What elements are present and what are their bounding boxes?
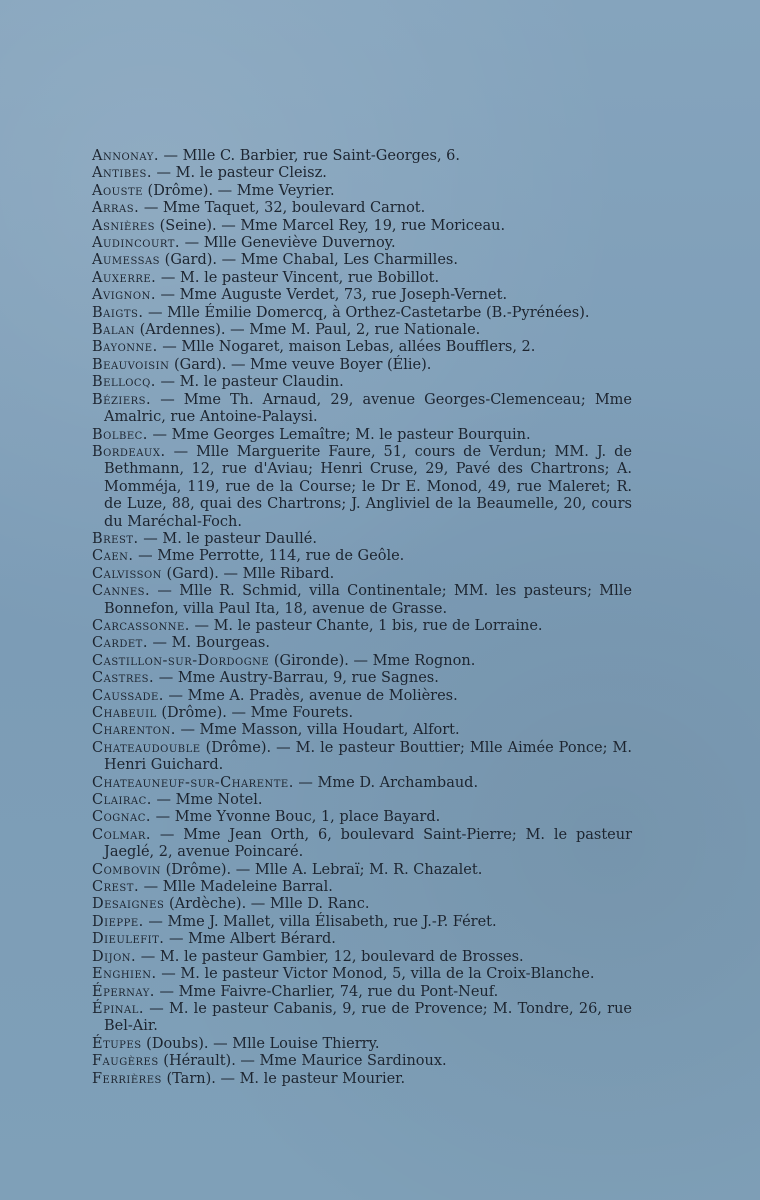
directory-entry [92,218,632,235]
entry-details: — Mme Georges Lemaître; M. le pasteur Bourquin. [147,426,531,443]
directory-entry [92,618,632,635]
directory-entry [92,583,632,618]
entry-details: — Mme D. Archambaud. [293,774,479,791]
entry-details: — Mlle C. Barbier, rue Saint-Georges, 6. [158,148,460,164]
entry-city: Aumessas [92,252,161,269]
entry-details: — M. le pasteur Claudin. [155,374,344,391]
entry-details: (Gard). — Mme veuve Boyer (Élie). [169,356,432,373]
entry-details: — Mme Austry-Barrau, 9, rue Sagnes. [154,670,439,687]
directory-entry [92,287,632,304]
directory-entry [92,305,632,322]
directory-entry [92,183,632,200]
entry-city: Chateaudouble [92,739,201,756]
directory-entry [92,896,632,913]
entry-details: — M. le pasteur Chante, 1 bis, rue de Lorraine. [189,617,543,634]
directory-entry [92,653,632,670]
directory-entry [92,252,632,269]
entry-city: Asnières [92,217,156,234]
entry-details: — M. le pasteur Daullé. [138,530,317,547]
entry-city: Faugères [92,1053,159,1070]
directory-entry [92,635,632,652]
directory-entry [92,931,632,948]
entry-details: (Drôme). — Mme Fourets. [156,705,354,721]
entry-details: (Ardennes). — Mme M. Paul, 2, rue Nationale. [135,322,481,339]
directory-entry [92,705,632,722]
entry-details: — Mme Jean Orth, 6, boulevard Saint-Pierre; M. le pasteur Jaeglé, 2, avenue Poincaré. [104,826,632,861]
directory-entry [92,1001,632,1036]
entry-city: Audincourt. [92,235,181,252]
entry-details: — Mme Notel. [151,792,263,809]
directory-entry [92,165,632,182]
directory-entry [92,809,632,826]
entry-city: Colmar. [92,826,152,843]
directory-entry [92,392,632,427]
entry-city: Avignon. [92,287,156,304]
directory-entry [92,879,632,896]
entry-details: — Mlle Madeleine Barral. [139,879,333,896]
entry-details: (Doubs). — Mlle Louise Thierry. [141,1035,380,1052]
entry-city: Aouste [92,182,143,199]
entry-city: Bordeaux. [92,443,166,460]
entry-city: Épinal. [92,1000,144,1017]
entry-details: — Mlle R. Schmid, villa Continentale; MM. les pasteurs; Mlle Bonnefon, villa Paul Ita, 18, avenue de Grasse. [104,583,632,617]
entry-details: — M. le pasteur Cleisz. [151,165,327,182]
entry-details: — Mlle Geneviève Duvernoy. [180,235,396,252]
entry-city: Castres. [92,670,155,687]
directory-entry [92,775,632,792]
entry-city: Bellocq. [92,374,156,391]
entry-city: Béziers. [92,391,152,408]
entry-city: Bayonne. [92,339,158,356]
directory-entry [92,984,632,1001]
directory-entry [92,827,632,862]
entry-city: Chabeuil [92,705,157,721]
entry-details: — Mme Perrotte, 114, rue de Geôle. [133,548,405,565]
directory-entry [92,548,632,565]
entry-city: Étupes [92,1035,142,1052]
entry-city: Dijon. [92,948,137,965]
entry-city: Caussade. [92,687,164,704]
directory-entry [92,374,632,391]
entry-details: — Mme Auguste Verdet, 73, rue Joseph-Vernet. [155,287,508,304]
directory-entry [92,235,632,252]
entry-city: Cannes. [92,583,151,600]
entry-city: Balan [92,322,135,339]
directory-entry [92,792,632,809]
directory-entry [92,670,632,687]
directory-entry [92,531,632,548]
entry-city: Enghien. [92,966,157,983]
directory-entry [92,914,632,931]
entry-details: (Drôme). — M. le pasteur Bouttier; Mlle Aimée Ponce; M. Henri Guichard. [104,739,632,774]
entry-details: (Gironde). — Mme Rognon. [269,652,476,669]
entry-details: — Mlle Nogaret, maison Lebas, allées Boufflers, 2. [157,339,536,356]
entry-city: Auxerre. [92,269,157,286]
entry-city: Desaignes [92,896,165,913]
entry-city: Arras. [92,200,140,217]
entry-details: — Mme Taquet, 32, boulevard Carnot. [139,200,426,217]
directory-entry [92,949,632,966]
directory-entry [92,740,632,775]
entry-details: — Mme Faivre-Charlier, 74, rue du Pont-Neuf. [154,983,499,1000]
entry-details: — Mme Albert Bérard. [164,931,336,948]
entry-city: Chateauneuf-sur-Charente. [92,774,294,791]
directory-entry [92,966,632,983]
entry-city: Combovin [92,861,162,878]
entry-city: Castillon-sur-Dordogne [92,652,270,669]
directory-entry [92,200,632,217]
directory-list [92,148,632,1088]
entry-details: (Tarn). — M. le pasteur Mourier. [161,1070,406,1087]
entry-city: Carcassonne. [92,617,190,634]
entry-details: (Drôme). — Mlle A. Lebraï; M. R. Chazalet. [161,861,483,878]
entry-city: Cardet. [92,635,148,652]
entry-details: — M. le pasteur Vincent, rue Bobillot. [156,269,440,286]
entry-details: — Mlle Émilie Domercq, à Orthez-Castetarbe (B.-Pyrénées). [143,304,590,321]
entry-city: Brest. [92,530,139,547]
entry-city: Annonay. [92,148,159,164]
entry-details: — Mme Th. Arnaud, 29, avenue Georges-Clemenceau; Mme Amalric, rue Antoine-Palaysi. [104,391,632,426]
directory-entry [92,427,632,444]
entry-city: Ferrières [92,1070,162,1087]
directory-entry [92,688,632,705]
entry-details: — Mme Yvonne Bouc, 1, place Bayard. [151,809,441,826]
directory-entry [92,1053,632,1070]
entry-details: — M. le pasteur Gambier, 12, boulevard de Brosses. [136,948,524,965]
entry-city: Épernay. [92,983,155,1000]
entry-city: Antibes. [92,165,152,182]
entry-city: Dieppe. [92,913,144,930]
entry-details: (Gard). — Mlle Ribard. [161,565,335,582]
directory-entry [92,339,632,356]
directory-entry [92,1036,632,1053]
entry-details: — Mme Masson, villa Houdart, Alfort. [175,722,460,739]
directory-entry [92,270,632,287]
entry-details: — M. le pasteur Cabanis, 9, rue de Provence; M. Tondre, 26, rue Bel-Air. [104,1000,632,1035]
entry-details: — Mme J. Mallet, villa Élisabeth, rue J.-P. Féret. [143,913,497,930]
directory-entry [92,148,632,165]
entry-city: Beauvoisin [92,356,170,373]
directory-entry [92,862,632,879]
entry-details: (Drôme). — Mme Veyrier. [142,182,335,199]
entry-details: (Ardèche). — Mlle D. Ranc. [164,896,370,913]
directory-entry [92,322,632,339]
entry-details: (Hérault). — Mme Maurice Sardinoux. [158,1053,447,1070]
entry-details: — M. Bourgeas. [147,635,270,652]
directory-entry [92,444,632,531]
directory-entry [92,722,632,739]
entry-city: Cognac. [92,809,152,826]
entry-city: Baigts. [92,304,144,321]
entry-city: Caen. [92,548,134,565]
entry-details: — M. le pasteur Victor Monod, 5, villa de la Croix-Blanche. [156,966,595,983]
entry-city: Bolbec. [92,426,148,443]
directory-entry [92,1071,632,1088]
entry-city: Calvisson [92,565,162,582]
entry-city: Crest. [92,879,140,896]
entry-details: (Gard). — Mme Chabal, Les Charmilles. [160,252,458,269]
entry-city: Charenton. [92,722,176,739]
entry-details: (Seine). — Mme Marcel Rey, 19, rue Moriceau. [155,217,506,234]
entry-city: Dieulefit. [92,931,165,948]
directory-entry [92,566,632,583]
entry-city: Clairac. [92,792,152,809]
entry-details: — Mlle Marguerite Faure, 51, cours de Verdun; MM. J. de Bethmann, 12, rue d'Aviau; Henri Cruse, 29, Pavé des Chartrons; A. Momméja, 119, rue de la Course; le Dr E. Monod, 49, rue Maleret; R. de Luze, 88, quai des Chartrons; J. Angliviel de la Beaumelle, 20, cours du Maréchal-Foch. [104,443,632,530]
directory-entry [92,357,632,374]
entry-details: — Mme A. Pradès, avenue de Molières. [163,687,458,704]
